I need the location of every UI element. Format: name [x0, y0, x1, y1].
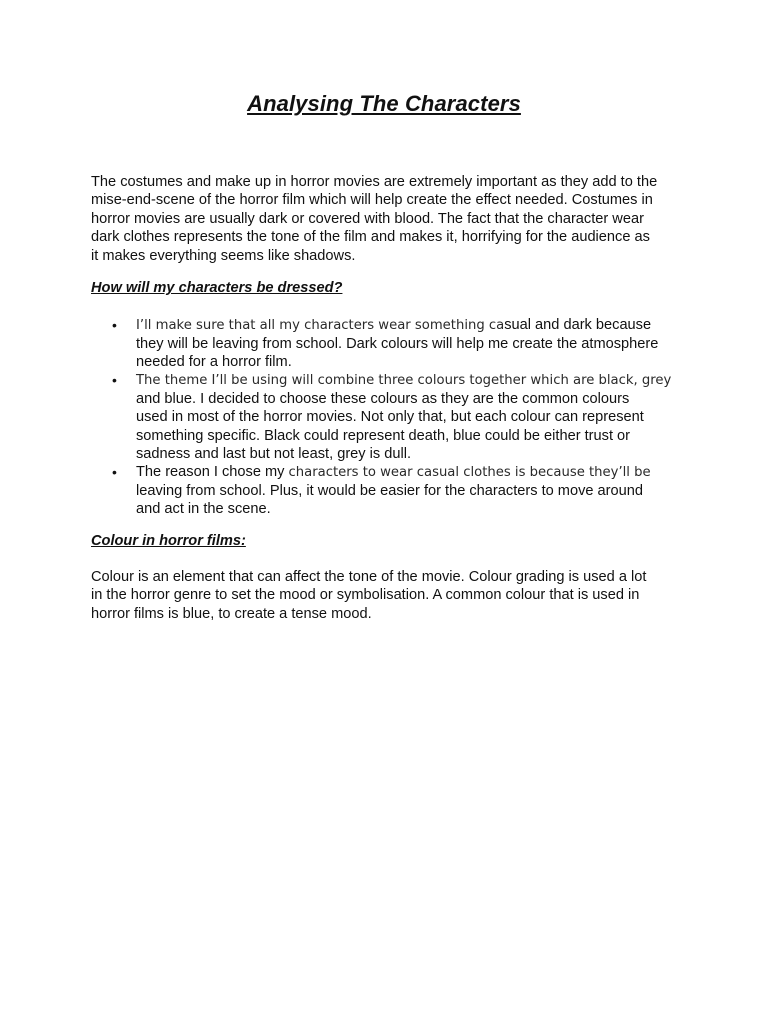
text-line: used in most of the horror movies. Not only that, but each colour can represent [136, 409, 644, 426]
text-line: mise-end-scene of the horror film which will help create the effect needed. Costumes in [91, 192, 653, 209]
text-line: leaving from school. Plus, it would be easier for the characters to move around [136, 482, 643, 499]
text-line: Colour is an element that can affect the tone of the movie. Colour grading is used a lot [91, 569, 647, 585]
list-item [91, 316, 711, 371]
text-run: sual and dark because [504, 317, 652, 333]
text-line: horror movies are usually dark or covered with blood. The fact that the character wear [91, 210, 644, 227]
text-run: characters to wear casual clothes is because they’ll be [288, 464, 651, 480]
bullet-icon: • [112, 372, 117, 389]
text-line: in the horror genre to set the mood or symbolisation. A common colour that is used in [91, 587, 640, 604]
page-title: Analysing The Characters [247, 91, 521, 116]
bullet-icon: • [112, 463, 117, 480]
text-line: The costumes and make up in horror movies are extremely important as they add to the [91, 174, 658, 190]
text-run: The theme I’ll be using will combine three colours together which are black, grey [136, 373, 672, 389]
text-line [136, 463, 711, 482]
bullet-list [91, 316, 711, 518]
text-line: needed for a horror film. [136, 354, 292, 371]
colour-paragraph [91, 568, 691, 623]
text-line: sadness and last but not least, grey is dull. [136, 445, 412, 462]
bullet-icon: • [112, 317, 117, 333]
text-line: and blue. I decided to choose these colours as they are the common colours [136, 391, 630, 408]
list-item [91, 371, 711, 462]
text-line: they will be leaving from school. Dark colours will help me create the atmosphere [136, 336, 659, 353]
text-line: dark clothes represents the tone of the film and makes it, horrifying for the audience as [91, 229, 650, 246]
text-line: something specific. Black could represent death, blue could be either trust or [136, 427, 631, 444]
intro-paragraph [91, 173, 691, 265]
text-line [136, 316, 711, 335]
text-line: it makes everything seems like shadows. [91, 247, 356, 264]
text-line: and act in the scene. [136, 500, 271, 517]
list-item [91, 463, 711, 518]
section-heading-colour: Colour in horror films: [91, 533, 246, 549]
text-line: horror films is blue, to create a tense mood. [91, 605, 372, 622]
text-line [136, 371, 711, 390]
text-run: I’ll make sure that all my characters wear something ca [136, 318, 505, 333]
section-heading-dressed: How will my characters be dressed? [91, 280, 343, 296]
text-run: The reason I chose my [136, 463, 289, 480]
